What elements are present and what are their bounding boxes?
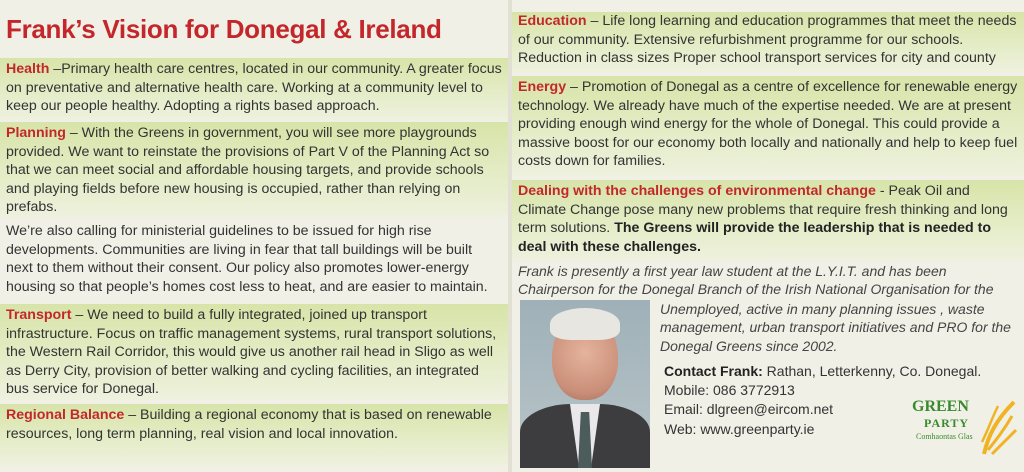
web-address[interactable]: Web: www.greenparty.ie <box>664 420 815 437</box>
education-heading: Education <box>518 13 587 29</box>
right-column <box>512 0 1024 472</box>
regional-balance-section <box>0 404 508 466</box>
health-heading: Health <box>6 61 50 77</box>
environment-strong-text: The Greens will provide the leadership that is needed to deal with these challenges. <box>518 220 992 255</box>
transport-section <box>0 304 508 400</box>
contact-label: Contact Frank: <box>664 363 763 379</box>
health-section <box>0 58 508 120</box>
logo-line3: Comhaontas Glas <box>916 432 973 441</box>
contact-address: Rathan, Letterkenny, Co. Donegal. <box>762 363 982 379</box>
education-section <box>512 12 1024 72</box>
portrait-photo <box>520 300 650 468</box>
logo-line2: PARTY <box>924 416 970 430</box>
environment-section <box>512 180 1024 260</box>
energy-section <box>512 76 1024 176</box>
left-column <box>0 0 508 472</box>
environment-text: - Peak Oil and Climate Change pose many new problems that require fresh thinking and long term solutions. <box>518 183 1008 236</box>
energy-heading: Energy <box>518 79 567 95</box>
transport-text: – We need to build a fully integrated, joined up transport infrastructure. Focus on traffic management systems, rural transport solutions, the Western Rail Corridor, this would give us another rail head in Sligo as well as Derry City, provision of better walking and cycling facilities, an integrated bus service for Donegal. <box>6 307 497 397</box>
bio-text: Frank is presently a first year law student at the L.Y.I.T. and has been Chairperson for the Donegal Branch of the Irish National Organisation for the <box>518 263 994 298</box>
planning-heading: Planning <box>6 125 66 141</box>
sunflower-icon <box>978 396 1018 458</box>
mobile-number: Mobile: 086 3772913 <box>664 382 795 399</box>
transport-heading: Transport <box>6 307 72 323</box>
logo-line1: GREEN <box>912 398 969 415</box>
environment-heading: Dealing with the challenges of environmental change <box>518 183 876 199</box>
energy-text: – Promotion of Donegal as a centre of excellence for renewable energy technology. We already have much of the expertise needed. We are at present providing enough wind energy for the whole of Donegal. This could provide a massive boost for our economy both locally and nationally and help to keep fuel costs down for families. <box>518 79 1018 169</box>
planning-text: – With the Greens in government, you will see more playgrounds provided. We want to reinstate the provisions of Part V of the Planning Act so that we can meet social and affordable housing targets, and provide schools and playing fields before new housing is occupied, rather than relying on prefabs. <box>6 125 490 215</box>
planning-section <box>0 122 508 218</box>
regional-heading: Regional Balance <box>6 407 125 423</box>
regional-text: – Building a regional economy that is based on renewable resources, long term planning, real vision and local innovation. <box>6 407 492 442</box>
planning-extra-paragraph: We’re also calling for ministerial guidelines to be issued for high rise developments. Communities are living in fear that tall buildings will be built next to them without their consent. Our policy also promotes lower-energy housing so that people’s homes cost less to heat, and are easier to maintain. <box>6 223 488 295</box>
green-party-logo <box>910 396 1020 462</box>
email-address[interactable]: Email: dlgreen@eircom.net <box>664 401 834 418</box>
education-text: – Life long learning and education programmes that meet the needs of our community. Extensive refurbishment programme for our schools. Reduction in class sizes Proper school transport services for city and county <box>518 13 1017 66</box>
page-title: Frank’s Vision for Donegal & Ireland <box>6 14 442 44</box>
health-text: –Primary health care centres, located in our community. A greater focus on preventative and alternative health care. Working at a community level to keep our people healthy. Adopting a rights based approach. <box>6 61 502 114</box>
bio-continued-text: Unemployed, active in many planning issues , waste management, urban transport initiatives and PRO for the Donegal Greens since 2002. <box>660 301 1011 354</box>
contact-line <box>664 362 1004 381</box>
